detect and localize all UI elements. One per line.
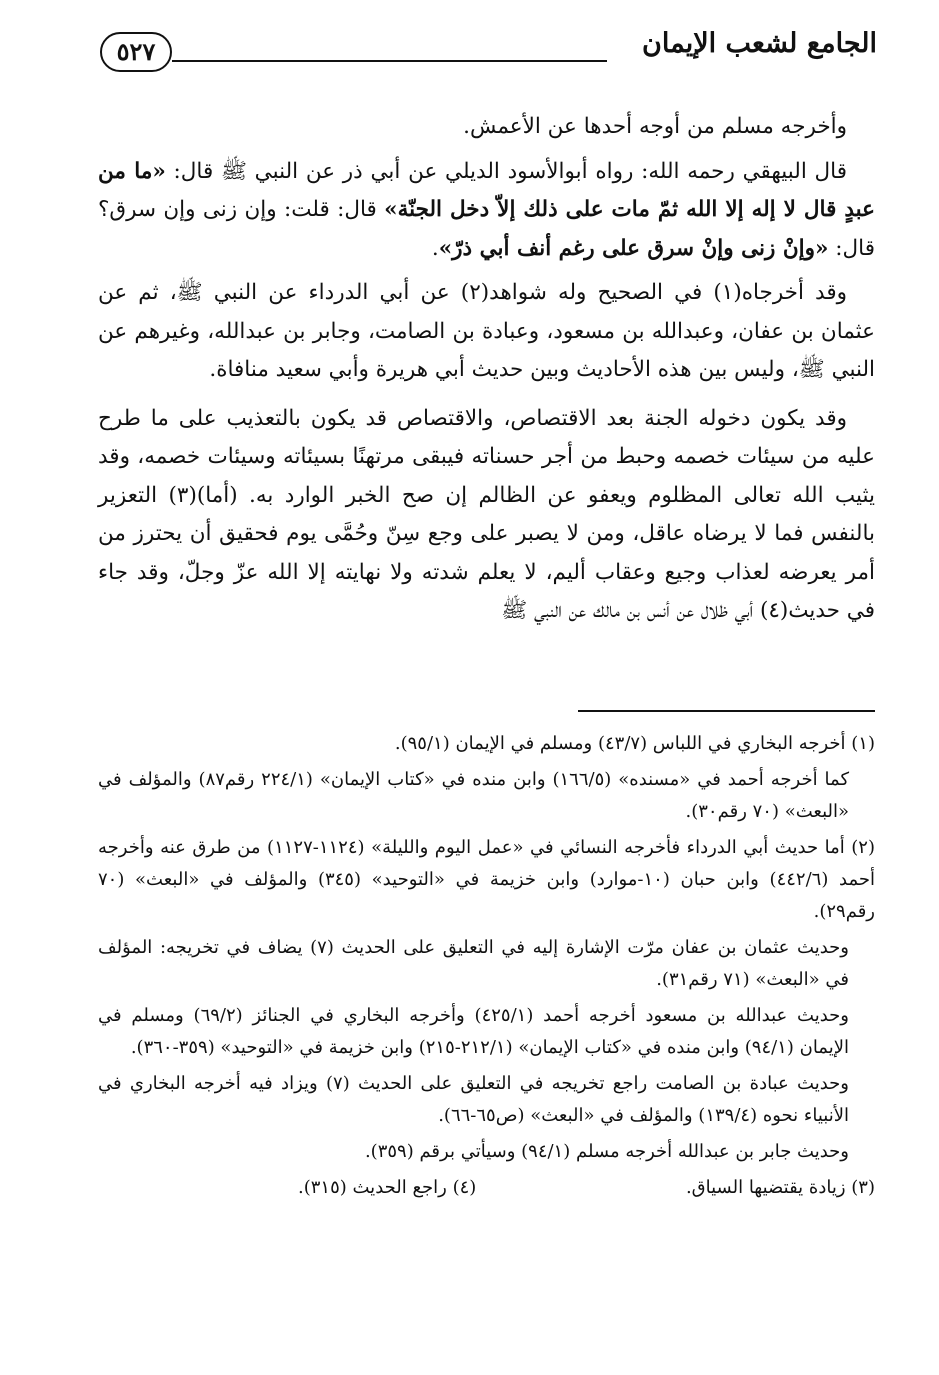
footnote-2-cont-ubada: وحديث عبادة بن الصامت راجع تخريجه في التعليق على الحديث (٧) ويزاد فيه أخرجه البخاري في الأنبياء نحوه (١٣٩/٤) والمؤلف في «البعث» (ص٦٥-٦٦). xyxy=(98,1073,849,1126)
page-header xyxy=(100,18,877,78)
footnote-2-cont-jabir: وحديث جابر بن عبدالله أخرجه مسلم (٩٤/١) وسيأتي برقم (٣٥٩). xyxy=(364,1141,849,1162)
paragraph-3: وقد أخرجاه(١) في الصحيح وله شواهد(٢) عن أبي الدرداء عن النبي ﷺ، ثم عن عثمان بن عفان، وعبدالله بن مسعود، وعبادة بن الصامت، وجابر بن عبدالله، وغيرهم عن النبي ﷺ، وليس بين هذه الأحاديث وبين حديث أبي هريرة وأبي سعيد منافاة. xyxy=(98,280,875,382)
paragraph-4: وقد يكون دخوله الجنة بعد الاقتصاص، والاقتصاص قد يكون بالتعذيب على ما طرح عليه من سيئات خصمه وحبط من أجر حسناته فيبقى مرتهنًا بسيئاته وسيئات خصمه، وقد يثيب الله تعالى المظلوم ويعفو عن الظالم إن صح الخبر الوارد به. (أما)(٣) التعزير بالنفس فما لا يرضاه عاقل، ومن لا يصبر على وجع سِنّ وحُمَّى يوم فحقيق أن يحترز من أمر يعرضه لعذاب وجيع وعقاب أليم، لا يعلم شدته ولا نهايته إلا الله عزّ وجلّ، وقد جاء في حديث(٤) أبي ظلال عن أنس بن مالك عن النبي ﷺ xyxy=(98,405,875,623)
footnote-3: (٣) زيادة يقتضيها السياق. xyxy=(685,1177,875,1198)
footnote-separator xyxy=(578,710,875,712)
paragraph-1: وأخرجه مسلم من أوجه أحدها عن الأعمش. xyxy=(463,114,847,139)
footnotes xyxy=(98,728,875,1204)
hadith-quote-2: «وإنْ زنى وإنْ سرق على رغم أنف أبي ذرّ» xyxy=(438,235,829,261)
page-number: ٥٢٧ xyxy=(100,32,172,72)
running-title: الجامع لشعب الإيمان xyxy=(642,28,877,59)
footnote-4: (٤) راجع الحديث (٣١٥). xyxy=(298,1177,477,1198)
paragraph-2-end: . xyxy=(431,235,439,261)
footnotes-3-4-row xyxy=(98,1172,875,1204)
footnote-2-cont-uthman: وحديث عثمان بن عفان مرّت الإشارة إليه في التعليق على الحديث (٧) يضاف في تخريجه: المؤلف في «البعث» (٧١ رقم٣١). xyxy=(98,937,849,990)
paragraph-2-intro: قال البيهقي رحمه الله: رواه أبوالأسود الديلي عن أبي ذر عن النبي ﷺ قال: xyxy=(165,158,847,184)
footnote-2: (٢) أما حديث أبي الدرداء فأخرجه النسائي في «عمل اليوم والليلة» (١١٢٤-١١٢٧) من طرق عنه وأخرجه أحمد (٤٤٢/٦) وابن حبان (١٠-موارد) وابن خزيمة في «التوحيد» (٣٤٥) والمؤلف في «البعث» (٧٠ رقم٢٩). xyxy=(98,837,875,922)
main-text xyxy=(98,108,875,637)
header-rule xyxy=(172,60,607,62)
paragraph-2-middle: قال: قلت: وإن زنى وإن سرق؟ قال: xyxy=(98,197,875,261)
footnote-1: (١) أخرجه البخاري في اللباس (٤٣/٧) ومسلم في الإيمان (٩٥/١). xyxy=(394,733,875,754)
footnote-1-cont: كما أخرجه أحمد في «مسنده» (١٦٦/٥) وابن منده في «كتاب الإيمان» (٢٢٤/١ رقم٨٧) والمؤلف في «البعث» (٧٠ رقم٣٠). xyxy=(98,769,850,822)
paragraph-2 xyxy=(98,153,875,269)
hadith-quote-1: «ما من عبدٍ قال لا إله إلا الله ثمّ مات على ذلك إلاّ دخل الجنّة» xyxy=(98,158,875,222)
footnote-2-cont-ibn-masud: وحديث عبدالله بن مسعود أخرجه أحمد (٤٢٥/١) وأخرجه البخاري في الجنائز (٦٩/٢) ومسلم في الإيمان (٩٤/١) وابن منده في «كتاب الإيمان» (٢١٢/١-٢١٥) وابن خزيمة في «التوحيد» (٣٥٩-٣٦٠). xyxy=(98,1005,850,1058)
